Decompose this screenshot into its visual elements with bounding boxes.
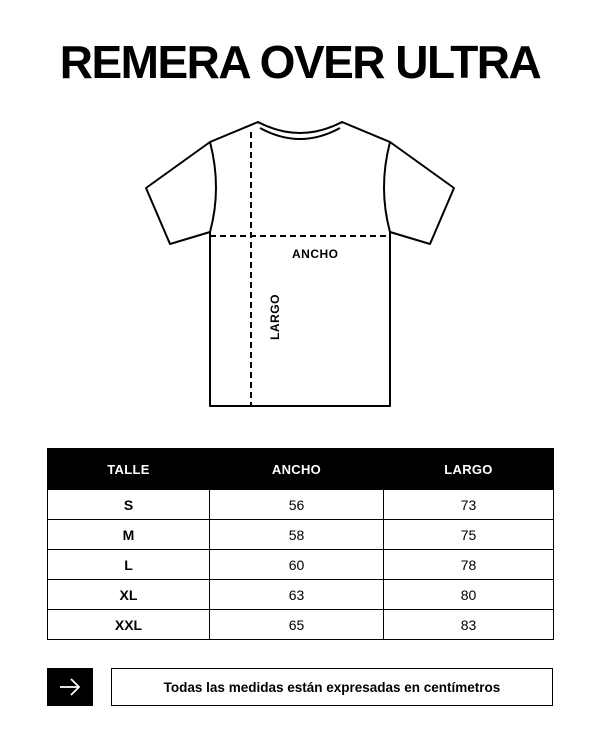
table-row (48, 580, 554, 610)
largo-cell: 78 (384, 550, 554, 580)
size-cell: M (48, 520, 210, 550)
ancho-cell: 65 (210, 610, 384, 640)
measurement-note (111, 668, 553, 706)
page-title: REMERA OVER ULTRA (59, 36, 541, 88)
size-cell: XL (48, 580, 210, 610)
arrow-button (47, 668, 93, 706)
ancho-cell: 56 (210, 490, 384, 520)
header-largo: LARGO (384, 449, 554, 490)
tshirt-outline-icon (140, 110, 460, 415)
largo-cell: 80 (384, 580, 554, 610)
largo-cell: 75 (384, 520, 554, 550)
ancho-cell: 60 (210, 550, 384, 580)
header-ancho: ANCHO (210, 449, 384, 490)
size-cell: L (48, 550, 210, 580)
size-cell: S (48, 490, 210, 520)
largo-cell: 83 (384, 610, 554, 640)
arrow-right-icon (58, 675, 82, 699)
size-cell: XXL (48, 610, 210, 640)
largo-cell: 73 (384, 490, 554, 520)
ancho-cell: 58 (210, 520, 384, 550)
table-header-row (48, 449, 554, 490)
ancho-measure-label: ANCHO (292, 247, 339, 261)
ancho-cell: 63 (210, 580, 384, 610)
measurement-note-text: Todas las medidas están expresadas en centímetros (163, 679, 501, 695)
table-row (48, 520, 554, 550)
header-talle: TALLE (48, 449, 210, 490)
size-table (47, 448, 554, 640)
tshirt-diagram (140, 110, 460, 415)
largo-measure-label: LARGO (268, 294, 282, 340)
table-row (48, 490, 554, 520)
table-row (48, 550, 554, 580)
table-row (48, 610, 554, 640)
